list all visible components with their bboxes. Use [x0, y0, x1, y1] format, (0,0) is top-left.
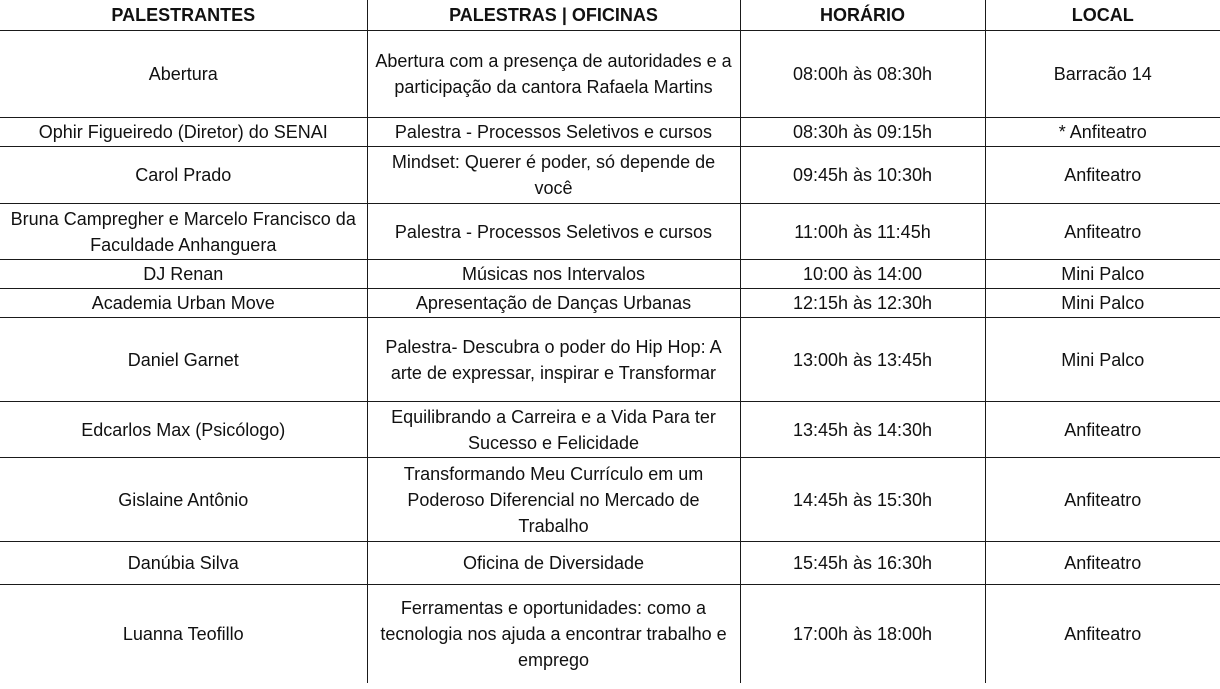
table-row [0, 542, 1220, 585]
location-cell: * Anfiteatro [985, 118, 1220, 147]
location-cell: Anfiteatro [985, 204, 1220, 260]
table-row [0, 318, 1220, 402]
time-cell: 08:00h às 08:30h [740, 31, 985, 118]
table-row [0, 458, 1220, 542]
header-location: LOCAL [985, 0, 1220, 31]
time-cell: 14:45h às 15:30h [740, 458, 985, 542]
talk-cell: Equilibrando a Carreira e a Vida Para ter Sucesso e Felicidade [367, 402, 740, 458]
location-cell: Anfiteatro [985, 458, 1220, 542]
location-cell: Mini Palco [985, 260, 1220, 289]
talk-cell: Mindset: Querer é poder, só depende de você [367, 147, 740, 204]
talk-cell: Palestra- Descubra o poder do Hip Hop: A arte de expressar, inspirar e Transformar [367, 318, 740, 402]
table-row [0, 402, 1220, 458]
time-cell: 15:45h às 16:30h [740, 542, 985, 585]
location-cell: Mini Palco [985, 289, 1220, 318]
speaker-cell: Luanna Teofillo [0, 585, 367, 683]
speaker-cell: Gislaine Antônio [0, 458, 367, 542]
talk-cell: Apresentação de Danças Urbanas [367, 289, 740, 318]
talk-cell: Palestra - Processos Seletivos e cursos [367, 204, 740, 260]
time-cell: 10:00 às 14:00 [740, 260, 985, 289]
speaker-cell: Carol Prado [0, 147, 367, 204]
location-cell: Mini Palco [985, 318, 1220, 402]
time-cell: 12:15h às 12:30h [740, 289, 985, 318]
table-row [0, 31, 1220, 118]
talk-cell: Abertura com a presença de autoridades e a participação da cantora Rafaela Martins [367, 31, 740, 118]
table-row [0, 260, 1220, 289]
time-cell: 17:00h às 18:00h [740, 585, 985, 683]
header-talks: PALESTRAS | OFICINAS [367, 0, 740, 31]
time-cell: 13:00h às 13:45h [740, 318, 985, 402]
talk-cell: Ferramentas e oportunidades: como a tecnologia nos ajuda a encontrar trabalho e emprego [367, 585, 740, 683]
speaker-cell: Edcarlos Max (Psicólogo) [0, 402, 367, 458]
speaker-cell: Daniel Garnet [0, 318, 367, 402]
header-speakers: PALESTRANTES [0, 0, 367, 31]
speaker-cell: Bruna Campregher e Marcelo Francisco da Faculdade Anhanguera [0, 204, 367, 260]
header-row [0, 0, 1220, 31]
talk-cell: Palestra - Processos Seletivos e cursos [367, 118, 740, 147]
table-row [0, 118, 1220, 147]
time-cell: 13:45h às 14:30h [740, 402, 985, 458]
talk-cell: Oficina de Diversidade [367, 542, 740, 585]
location-cell: Anfiteatro [985, 585, 1220, 683]
table-row [0, 147, 1220, 204]
header-time: HORÁRIO [740, 0, 985, 31]
speaker-cell: Abertura [0, 31, 367, 118]
speaker-cell: Academia Urban Move [0, 289, 367, 318]
time-cell: 09:45h às 10:30h [740, 147, 985, 204]
speaker-cell: Ophir Figueiredo (Diretor) do SENAI [0, 118, 367, 147]
table-row [0, 204, 1220, 260]
table-row [0, 289, 1220, 318]
speaker-cell: Danúbia Silva [0, 542, 367, 585]
location-cell: Anfiteatro [985, 542, 1220, 585]
talk-cell: Transformando Meu Currículo em um Poderoso Diferencial no Mercado de Trabalho [367, 458, 740, 542]
speaker-cell: DJ Renan [0, 260, 367, 289]
location-cell: Anfiteatro [985, 147, 1220, 204]
table-row [0, 585, 1220, 683]
location-cell: Barracão 14 [985, 31, 1220, 118]
time-cell: 11:00h às 11:45h [740, 204, 985, 260]
talk-cell: Músicas nos Intervalos [367, 260, 740, 289]
time-cell: 08:30h às 09:15h [740, 118, 985, 147]
location-cell: Anfiteatro [985, 402, 1220, 458]
